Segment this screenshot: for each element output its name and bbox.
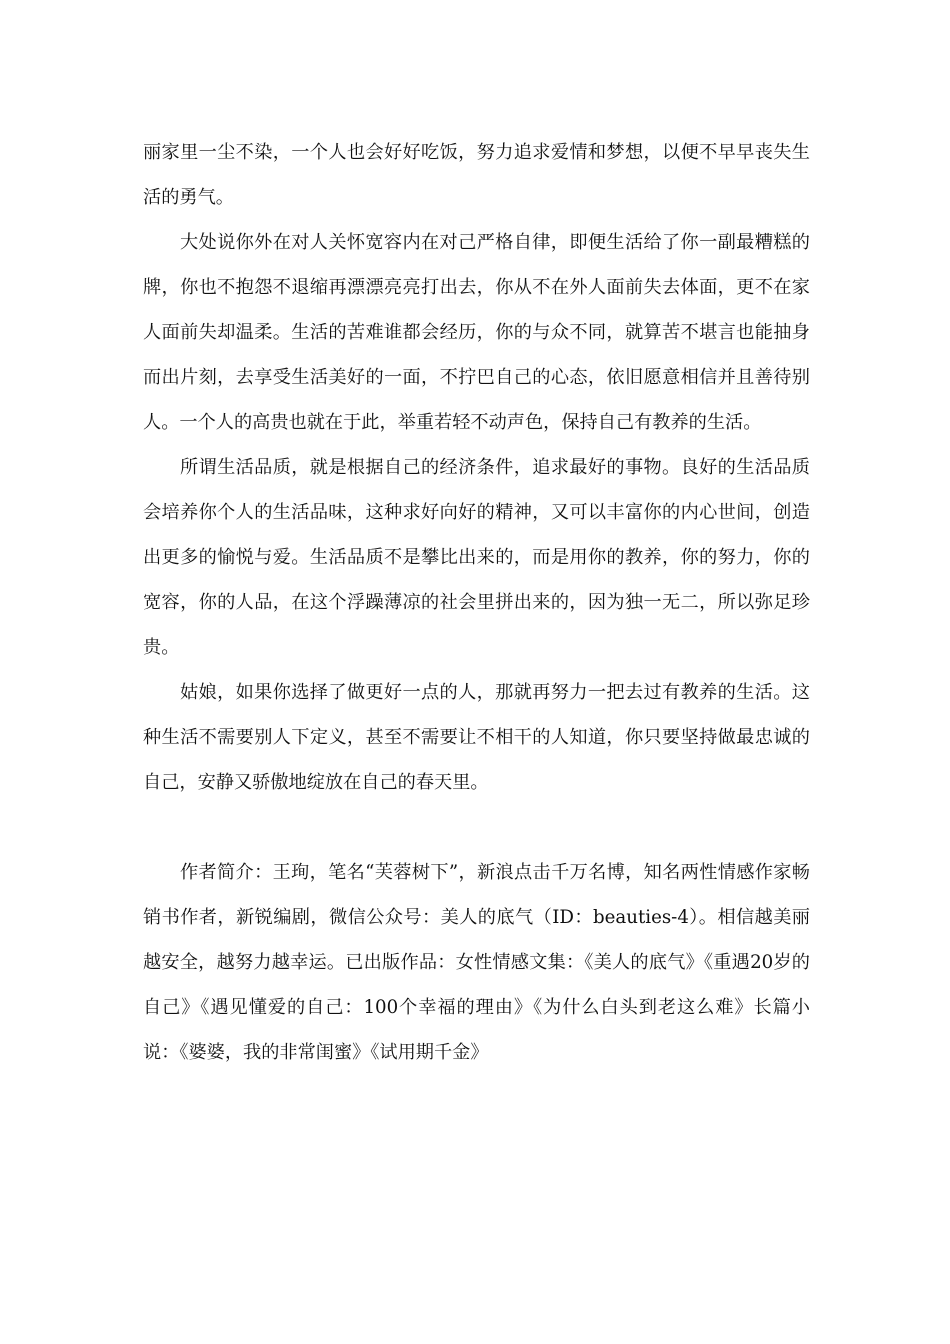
paragraph-closing: 姑娘，如果你选择了做更好一点的人，那就再努力一把去过有教养的生活。这种生活不需要别人下定义，甚至不需要让不相干的人知道，你只要坚持做最忠诚的自己，安静又骄傲地绽放在自己的春天里。 (143, 682, 810, 793)
paragraph-continuation: 丽家里一尘不染，一个人也会好好吃饭，努力追求爱情和梦想，以便不早早丧失生活的勇气。 (143, 142, 810, 208)
paragraph-spacer (143, 805, 810, 850)
paragraph-life-quality: 所谓生活品质，就是根据自己的经济条件，追求最好的事物。良好的生活品质会培养你个人的生活品味，这种求好向好的精神，又可以丰富你的内心世间，创造出更多的愉悦与爱。生活品质不是攀比出来的，而是用你的教养，你的努力，你的宽容，你的人品，在这个浮躁薄凉的社会里拼出来的，因为独一无二，所以弥足珍贵。 (143, 457, 810, 658)
author-bio: 作者简介：王珣，笔名“芙蓉树下”，新浪点击千万名博，知名两性情感作家畅销书作者，新锐编剧，微信公众号：美人的底气（ID：beauties-4）。相信越美丽越安全，越努力越幸运。已出版作品：女性情感文集：《美人的底气》《重遇20岁的自己》《遇见懂爱的自己：100个幸福的理由》《为什么白头到老这么难》长篇小说：《婆婆，我的非常闺蜜》《试用期千金》 (143, 862, 810, 1063)
paragraph-dignity: 大处说你外在对人关怀宽容内在对己严格自律，即便生活给了你一副最糟糕的牌，你也不抱怨不退缩再漂漂亮亮打出去，你从不在外人面前失去体面，更不在家人面前失却温柔。生活的苦难谁都会经历，你的与众不同，就算苦不堪言也能抽身而出片刻，去享受生活美好的一面，不拧巴自己的心态，依旧愿意相信并且善待别人。一个人的高贵也就在于此，举重若轻不动声色，保持自己有教养的生活。 (143, 232, 810, 433)
document-page (143, 130, 810, 1075)
